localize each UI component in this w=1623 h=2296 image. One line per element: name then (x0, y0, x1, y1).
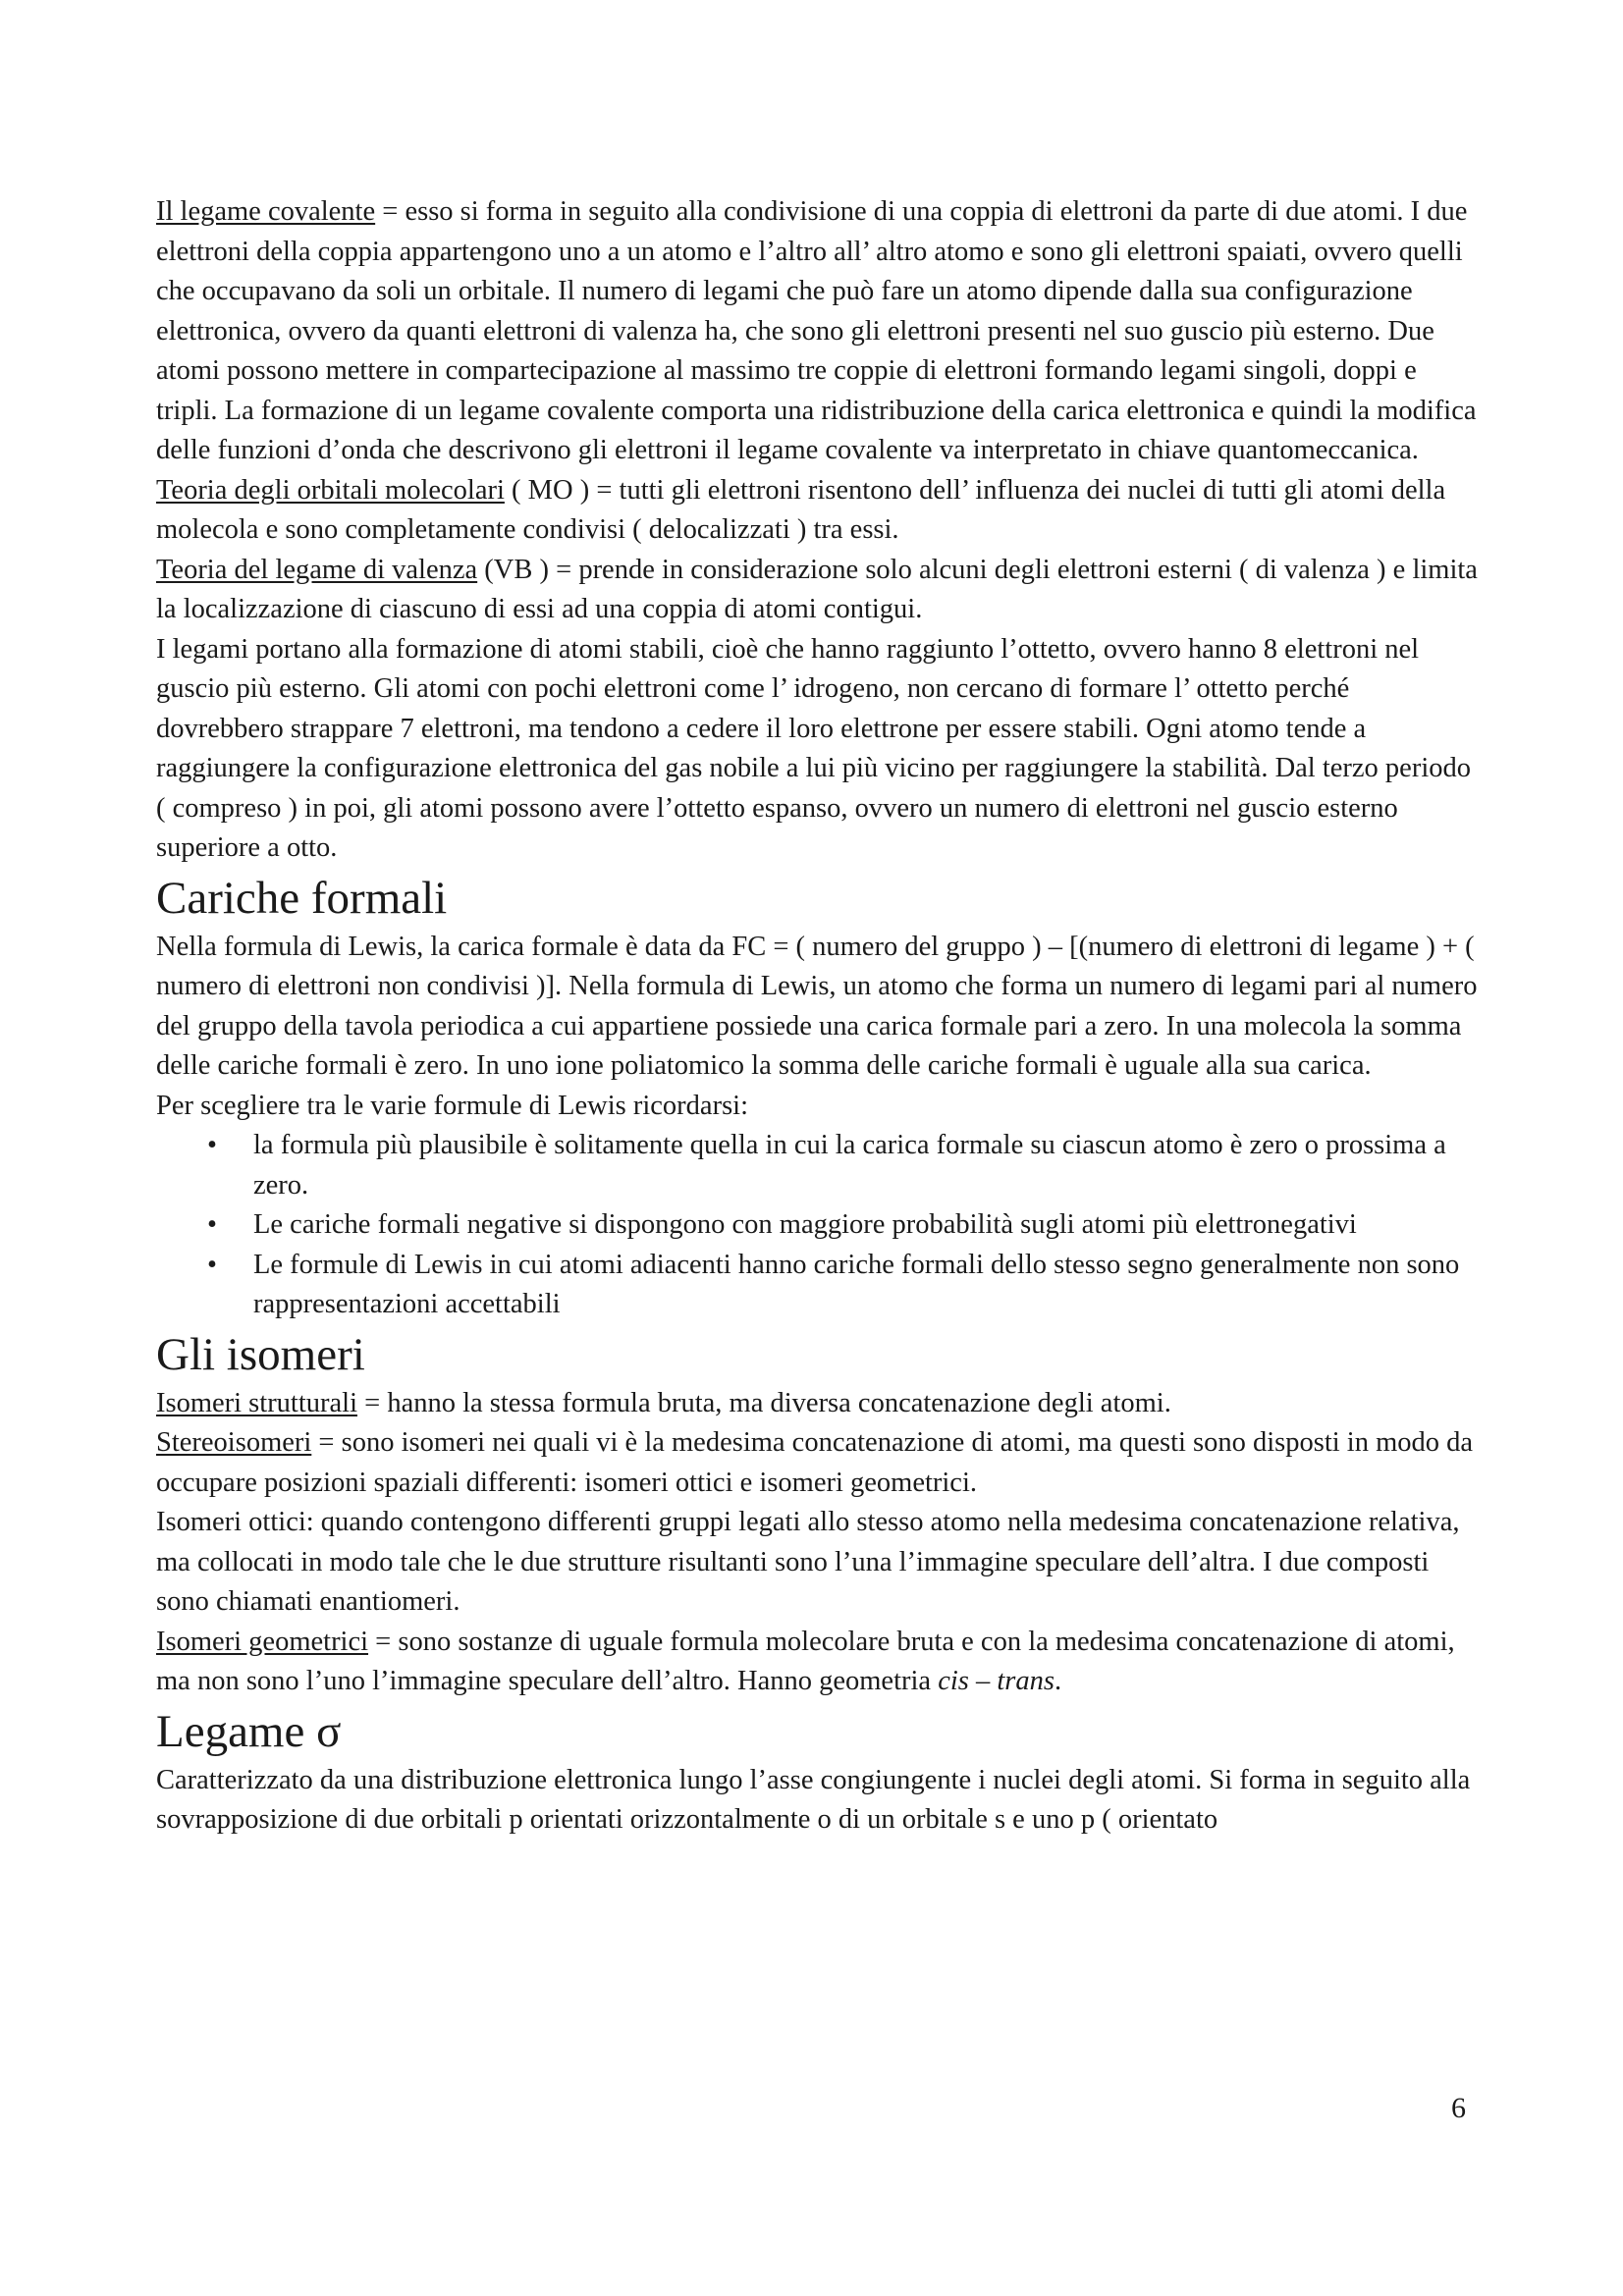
geometric-isomers-paragraph (156, 1623, 1482, 1702)
bullet-icon: • (207, 1130, 217, 1160)
formal-charges-paragraph: Nella formula di Lewis, la carica formale è data da FC = ( numero del gruppo ) – [(numero di elettroni di legame ) + ( numero di elettroni non condivisi )]. Nella formula di Lewis, un atomo che forma un numero di legami pari al numero del gruppo della tavola periodica a cui appartiene possiede una carica formale pari a zero. In una molecola la somma delle cariche formali è zero. In uno ione poliatomico la somma delle cariche formali è uguale alla sua carica. (156, 931, 1478, 1081)
sigma-bond-heading: Legame σ (156, 1705, 342, 1757)
geometric-isomers-end: . (1054, 1666, 1062, 1696)
list-item-text: la formula più plausibile è solitamente quella in cui la carica formale su ciascun atomo è zero o prossima a zero. (253, 1130, 1446, 1201)
structural-isomers-text: = hanno la stessa formula bruta, ma diversa concatenazione degli atomi. (357, 1387, 1171, 1418)
structural-isomers-paragraph (156, 1384, 1482, 1424)
bullet-icon: • (207, 1209, 217, 1240)
stereoisomers-term: Stereoisomeri (156, 1427, 312, 1458)
formal-charges-intro: Per scegliere tra le varie formule di Lewis ricordarsi: (156, 1090, 748, 1121)
bullet-icon: • (207, 1249, 217, 1280)
sigma-bond-paragraph: Caratterizzato da una distribuzione elettronica lungo l’asse congiungente i nuclei degli atomi. Si forma in seguito alla sovrapposizione di due orbitali p orientati orizzontalmente o di un orbitale s e uno p ( orientato (156, 1764, 1471, 1835)
formal-charges-list (156, 1126, 1482, 1325)
list-item (156, 1246, 1482, 1325)
vb-theory-paragraph (156, 551, 1482, 630)
geometric-isomers-term: Isomeri geometrici (156, 1626, 369, 1657)
mo-theory-text: ( MO ) = tutti gli elettroni risentono dell’ influenza dei nuclei di tutti gli atomi della molecola e sono completamente condivisi ( delocalizzati ) tra essi. (156, 474, 1446, 545)
cis-trans-italic: cis – trans (938, 1666, 1055, 1696)
isomers-heading: Gli isomeri (156, 1328, 365, 1380)
list-item (156, 1126, 1482, 1205)
mo-theory-term: Teoria degli orbitali molecolari (156, 474, 505, 506)
stereoisomers-text: = sono isomeri nei quali vi è la medesima concatenazione di atomi, ma questi sono disposti in modo da occupare posizioni spaziali differenti: isomeri ottici e isomeri geometrici. (156, 1427, 1474, 1498)
structural-isomers-term: Isomeri strutturali (156, 1387, 357, 1418)
geometric-isomers-text: = sono sostanze di uguale formula molecolare bruta e con la medesima concatenazione di atomi, ma non sono l’uno l’immagine speculare dell’altro. Hanno geometria (156, 1626, 1455, 1696)
stereoisomers-paragraph (156, 1423, 1482, 1503)
page-content (156, 192, 1482, 1841)
optical-isomers-paragraph: Isomeri ottici: quando contengono differenti gruppi legati allo stesso atomo nella medesima concatenazione relativa, ma collocati in modo tale che le due strutture risultanti sono l’una l’immagine speculare dell’altra. I due composti sono chiamati enantiomeri. (156, 1507, 1460, 1617)
formal-charges-heading: Cariche formali (156, 872, 448, 924)
list-item (156, 1205, 1482, 1246)
page-number: 6 (1451, 2092, 1466, 2124)
octet-paragraph: I legami portano alla formazione di atomi stabili, cioè che hanno raggiunto l’ottetto, ovvero hanno 8 elettroni nel guscio più esterno. Gli atomi con pochi elettroni come l’ idrogeno, non cercano di formare l’ ottetto perché dovrebbero strappare 7 elettroni, ma tendono a cedere il loro elettrone per essere stabili. Ogni atomo tende a raggiungere la configurazione elettronica del gas nobile a lui più vicino per raggiungere la stabilità. Dal terzo periodo ( compreso ) in poi, gli atomi possono avere l’ottetto espanso, ovvero un numero di elettroni nel guscio esterno superiore a otto. (156, 633, 1471, 863)
list-item-text: Le formule di Lewis in cui atomi adiacenti hanno cariche formali dello stesso segno generalmente non sono rappresentazioni accettabili (253, 1249, 1460, 1319)
mo-theory-paragraph (156, 471, 1482, 551)
covalent-bond-paragraph (156, 192, 1482, 471)
covalent-bond-text: = esso si forma in seguito alla condivisione di una coppia di elettroni da parte di due atomi. I due elettroni della coppia appartengono uno a un atomo e l’altro all’ altro atomo e sono gli elettroni spaiati, ovvero quelli che occupavano da soli un orbitale. Il numero di legami che può fare un atomo dipende dalla sua configurazione elettronica, ovvero da quanti elettroni di valenza ha, che sono gli elettroni presenti nel suo guscio più esterno. Due atomi possono mettere in compartecipazione al massimo tre coppie di elettroni formando legami singoli, doppi e tripli. La formazione di un legame covalente comporta una ridistribuzione della carica elettronica e quindi la modifica delle funzioni d’onda che descrivono gli elettroni il legame covalente va interpretato in chiave quantomeccanica. (156, 196, 1477, 465)
vb-theory-term: Teoria del legame di valenza (156, 554, 478, 585)
list-item-text: Le cariche formali negative si dispongono con maggiore probabilità sugli atomi più elettronegativi (253, 1209, 1357, 1240)
covalent-bond-term: Il legame covalente (156, 196, 376, 227)
vb-theory-text: (VB ) = prende in considerazione solo alcuni degli elettroni esterni ( di valenza ) e limita la localizzazione di ciascuno di essi ad una coppia di atomi contigui. (156, 554, 1478, 624)
